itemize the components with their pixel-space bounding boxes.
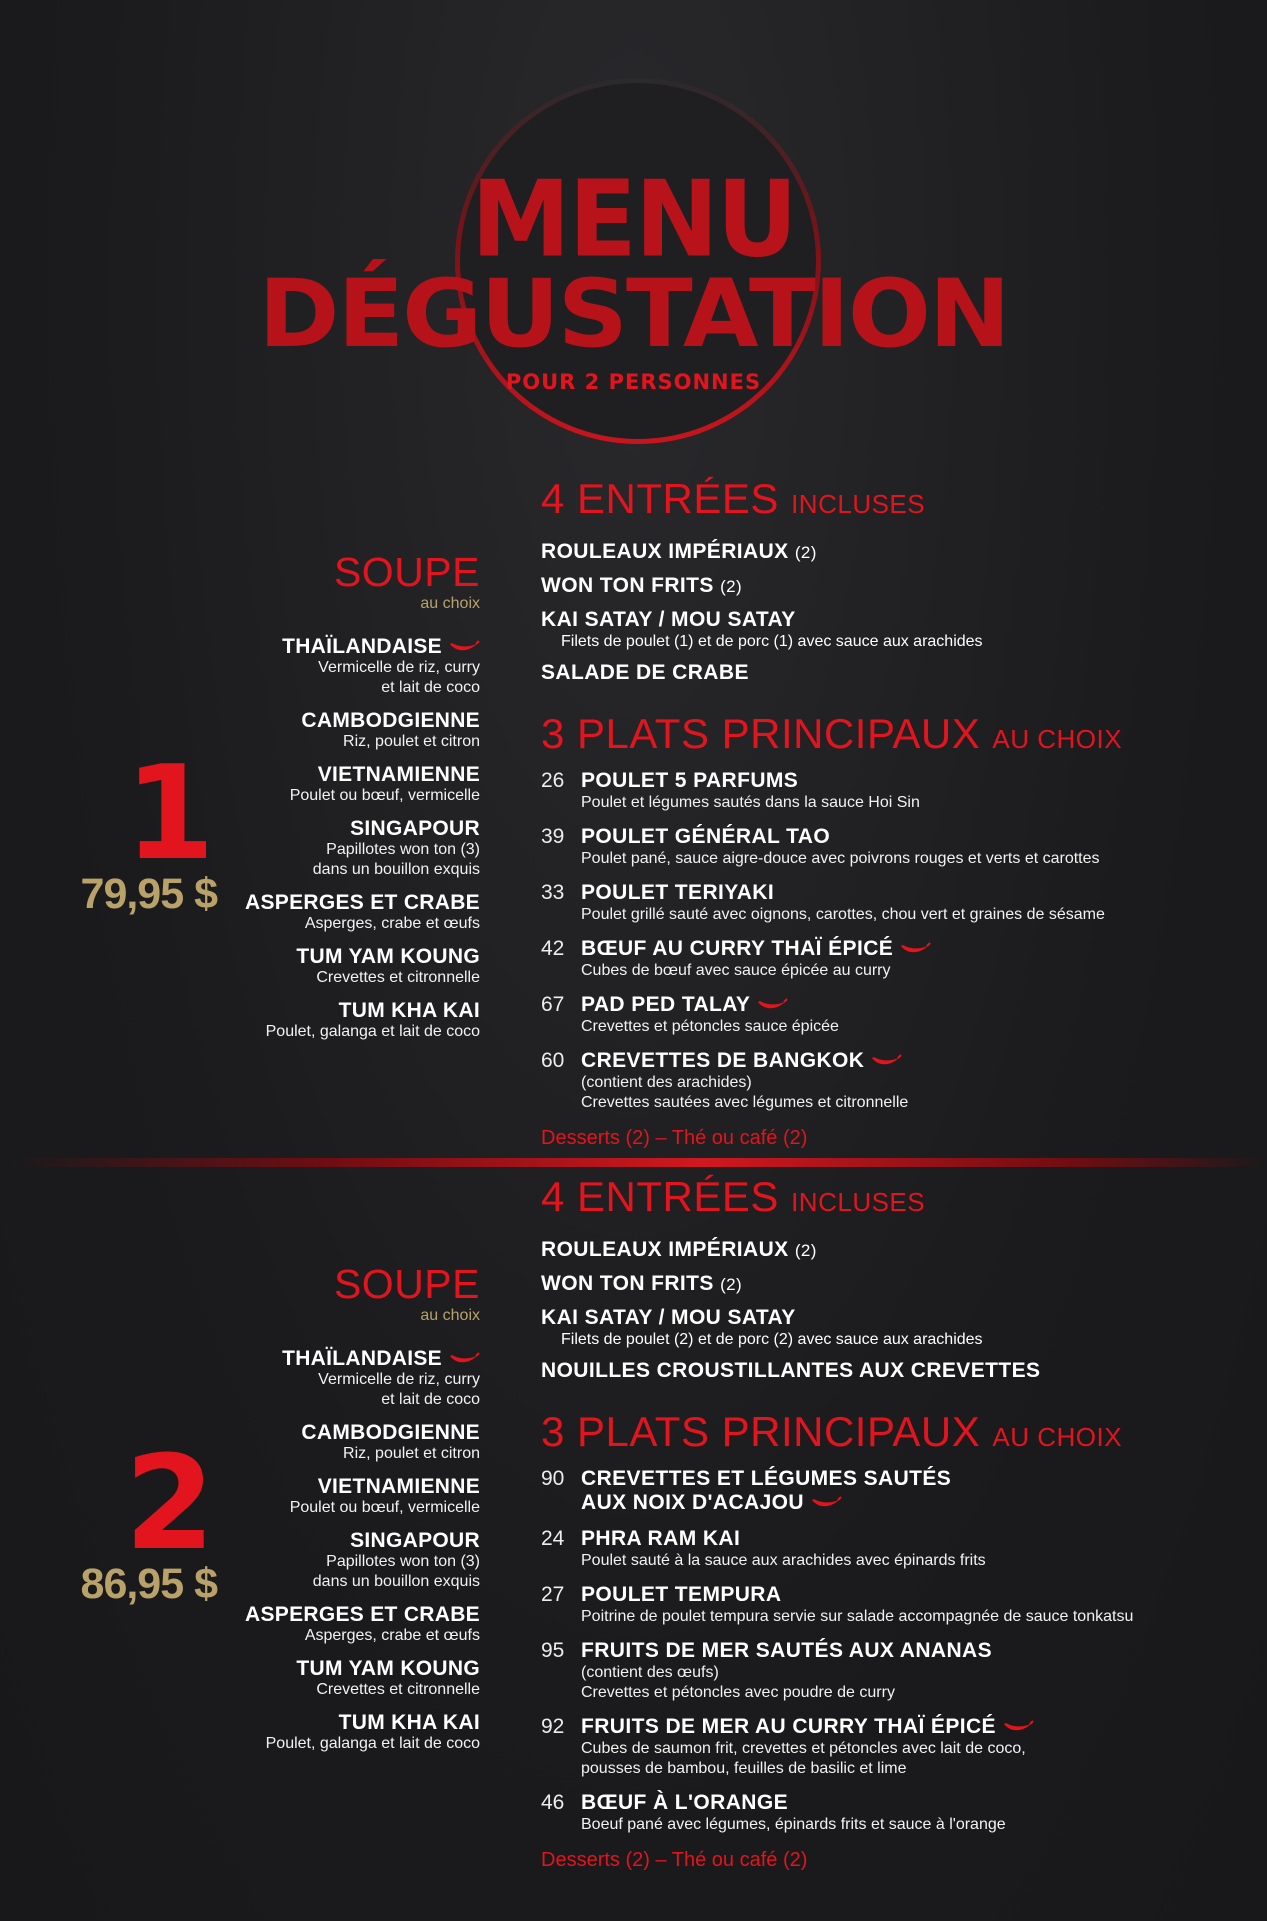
title-degustation: DÉGUSTATION — [258, 260, 1009, 369]
soup-name — [160, 709, 480, 732]
main-course-name-text: CREVETTES DE BANGKOK — [581, 1049, 865, 1072]
starter-item — [541, 540, 1261, 565]
mains-title-small: AU CHOIX — [992, 1422, 1123, 1452]
soup-name — [160, 817, 480, 840]
soup-name — [160, 763, 480, 786]
main-course-item — [541, 1583, 1261, 1627]
soup-description: Poulet ou bœuf, vermicelle — [289, 1499, 480, 1516]
starter-item — [541, 574, 1261, 599]
soup-description: Papillotes won ton (3) dans un bouillon exquis — [312, 841, 480, 878]
main-course-name — [581, 1049, 1261, 1073]
soup-description: Crevettes et citronnelle — [316, 969, 480, 986]
main-course-item — [541, 769, 1261, 813]
starter-name-text: KAI SATAY / MOU SATAY — [541, 608, 796, 631]
soup-item — [160, 891, 480, 934]
soup-description: Poulet, galanga et lait de coco — [265, 1735, 480, 1752]
soup-subtitle: au choix — [420, 1307, 480, 1324]
soup-name-text: TUM YAM KOUNG — [296, 1657, 480, 1680]
chili-pepper-icon — [448, 640, 480, 654]
soup-name — [160, 945, 480, 968]
main-course-name — [581, 993, 1261, 1017]
title-subtitle: POUR 2 PERSONNES — [505, 370, 762, 394]
soup-list — [160, 1347, 480, 1754]
main-course-name — [581, 769, 1261, 793]
soup-description: Poulet ou bœuf, vermicelle — [289, 787, 480, 804]
starter-name — [541, 661, 1261, 685]
main-course-item — [541, 881, 1261, 925]
starters-title: 4 ENTRÉES — [541, 475, 779, 522]
section-divider — [10, 1158, 1267, 1167]
menu-number: 1 — [124, 737, 215, 889]
soup-item — [160, 1529, 480, 1592]
main-course-item — [541, 825, 1261, 869]
main-course-name-text: FRUITS DE MER SAUTÉS AUX ANANAS — [581, 1639, 993, 1662]
main-course-description: Cubes de bœuf avec sauce épicée au curry — [581, 962, 891, 979]
soup-item — [160, 1421, 480, 1464]
main-course-number: 33 — [541, 881, 565, 904]
main-course-name-text: POULET TEMPURA — [581, 1583, 782, 1606]
starter-name-text: WON TON FRITS — [541, 1272, 714, 1295]
main-course-name — [581, 1639, 1261, 1663]
mains-list — [541, 769, 1261, 1113]
soup-column — [160, 1261, 480, 1765]
desserts-note: Desserts (2) – Thé ou café (2) — [541, 1849, 808, 1871]
main-course-name-text: CREVETTES ET LÉGUMES SAUTÉS AUX NOIX D'ACAJOU — [581, 1467, 952, 1514]
soup-name-text: SINGAPOUR — [350, 817, 480, 840]
main-course-name-text: POULET GÉNÉRAL TAO — [581, 825, 831, 848]
main-course-name-text: BŒUF AU CURRY THAÏ ÉPICÉ — [581, 937, 894, 960]
main-course-name — [581, 1791, 1261, 1815]
starter-name-text: ROULEAUX IMPÉRIAUX — [541, 1238, 789, 1261]
soup-item — [160, 1347, 480, 1410]
starter-name-text: WON TON FRITS — [541, 574, 714, 597]
starters-heading — [541, 475, 1261, 522]
main-course-item — [541, 1715, 1261, 1779]
main-course-name-text: PHRA RAM KAI — [581, 1527, 741, 1550]
starter-name — [541, 1306, 1261, 1330]
main-course-name — [581, 881, 1261, 905]
main-course-number: 27 — [541, 1583, 565, 1606]
soup-item — [160, 709, 480, 752]
main-course-description: Poitrine de poulet tempura servie sur salade accompagnée de sauce tonkatsu — [581, 1608, 1134, 1625]
chili-pepper-icon — [448, 1352, 480, 1366]
starter-name — [541, 1272, 1261, 1297]
main-course-item — [541, 1467, 1261, 1515]
soup-name — [160, 1347, 480, 1370]
main-course-name-text: POULET 5 PARFUMS — [581, 769, 799, 792]
soup-description: Riz, poulet et citron — [343, 1445, 480, 1462]
main-course-number: 92 — [541, 1715, 565, 1738]
main-course-number: 60 — [541, 1049, 565, 1072]
soup-name — [160, 999, 480, 1022]
soup-item — [160, 999, 480, 1042]
soup-description: Poulet, galanga et lait de coco — [265, 1023, 480, 1040]
soup-description: Vermicelle de riz, curry et lait de coco — [318, 659, 480, 696]
main-course-item — [541, 937, 1261, 981]
soup-title: SOUPE — [333, 1261, 480, 1307]
starter-item — [541, 1272, 1261, 1297]
mains-heading — [541, 1408, 1261, 1455]
main-course-number: 46 — [541, 1791, 565, 1814]
starters-list — [541, 1238, 1261, 1383]
main-course-number: 39 — [541, 825, 565, 848]
starter-name — [541, 1238, 1261, 1263]
soup-column — [160, 549, 480, 1053]
mains-title: 3 PLATS PRINCIPAUX — [541, 1408, 981, 1455]
starter-name-text: NOUILLES CROUSTILLANTES AUX CREVETTES — [541, 1359, 1041, 1382]
main-course-description: Poulet sauté à la sauce aux arachides avec épinards frits — [581, 1552, 986, 1569]
courses-column — [541, 1173, 1261, 1872]
soup-name — [160, 1421, 480, 1444]
soup-name-text: ASPERGES ET CRABE — [245, 1603, 480, 1626]
soup-description: Vermicelle de riz, curry et lait de coco — [318, 1371, 480, 1408]
mains-title: 3 PLATS PRINCIPAUX — [541, 710, 981, 757]
starter-item — [541, 1359, 1261, 1383]
main-course-item — [541, 1791, 1261, 1835]
mains-heading — [541, 710, 1261, 757]
main-course-name — [581, 1715, 1261, 1739]
starter-name — [541, 1359, 1261, 1383]
soup-item — [160, 763, 480, 806]
soup-name-text: THAÏLANDAISE — [282, 635, 442, 658]
main-course-name-text: FRUITS DE MER AU CURRY THAÏ ÉPICÉ — [581, 1715, 996, 1738]
soup-item — [160, 1475, 480, 1518]
main-course-number: 26 — [541, 769, 565, 792]
menu-number: 2 — [124, 1427, 215, 1579]
main-course-description: (contient des arachides) Crevettes sautées avec légumes et citronnelle — [581, 1074, 909, 1111]
soup-name-text: TUM KHA KAI — [338, 999, 480, 1022]
soup-name-text: TUM YAM KOUNG — [296, 945, 480, 968]
chili-pepper-icon — [899, 942, 931, 956]
menu-header — [0, 0, 1267, 460]
main-course-description: Crevettes et pétoncles sauce épicée — [581, 1018, 839, 1035]
main-course-description: Poulet grillé sauté avec oignons, carottes, chou vert et graines de sésame — [581, 906, 1105, 923]
mains-title-small: AU CHOIX — [992, 724, 1123, 754]
soup-description: Asperges, crabe et œufs — [304, 1627, 480, 1644]
soup-name-text: TUM KHA KAI — [338, 1711, 480, 1734]
soup-list — [160, 635, 480, 1042]
starters-title-small: INCLUSES — [791, 1187, 926, 1217]
starters-title-small: INCLUSES — [791, 489, 926, 519]
soup-name-text: ASPERGES ET CRABE — [245, 891, 480, 914]
main-course-name — [581, 1467, 1261, 1515]
soup-description: Papillotes won ton (3) dans un bouillon exquis — [312, 1553, 480, 1590]
main-course-description: Poulet pané, sauce aigre-douce avec poivrons rouges et verts et carottes — [581, 850, 1100, 867]
starter-name — [541, 608, 1261, 632]
starters-title: 4 ENTRÉES — [541, 1173, 779, 1220]
main-course-name-text: PAD PED TALAY — [581, 993, 751, 1016]
soup-name-text: VIETNAMIENNE — [317, 1475, 480, 1498]
main-course-description: Cubes de saumon frit, crevettes et pétoncles avec lait de coco, pousses de bambou, feuilles de basilic et lime — [581, 1740, 1026, 1777]
main-course-item — [541, 1049, 1261, 1113]
soup-name-text: CAMBODGIENNE — [301, 709, 480, 732]
soup-name — [160, 1603, 480, 1626]
courses-column — [541, 475, 1261, 1150]
starter-description: Filets de poulet (1) et de porc (1) avec sauce aux arachides — [561, 633, 983, 650]
main-course-number: 90 — [541, 1467, 565, 1490]
soup-name — [160, 635, 480, 658]
soup-description: Riz, poulet et citron — [343, 733, 480, 750]
starter-quantity: (2) — [794, 1241, 817, 1260]
soup-name-text: THAÏLANDAISE — [282, 1347, 442, 1370]
chili-pepper-icon — [1002, 1720, 1034, 1734]
soup-name — [160, 1657, 480, 1680]
starter-quantity: (2) — [720, 577, 743, 596]
starter-quantity: (2) — [720, 1275, 743, 1294]
main-course-name-text: BŒUF À L'ORANGE — [581, 1791, 788, 1814]
soup-name — [160, 1711, 480, 1734]
soup-title: SOUPE — [333, 549, 480, 595]
starter-name-text: KAI SATAY / MOU SATAY — [541, 1306, 796, 1329]
menu-section-2 — [0, 1173, 1267, 1921]
soup-name-text: SINGAPOUR — [350, 1529, 480, 1552]
soup-item — [160, 1657, 480, 1700]
desserts-note: Desserts (2) – Thé ou café (2) — [541, 1127, 808, 1149]
main-course-description: Poulet et légumes sautés dans la sauce Hoi Sin — [581, 794, 920, 811]
main-course-description: (contient des œufs) Crevettes et pétoncles avec poudre de curry — [581, 1664, 895, 1701]
main-course-name-text: POULET TERIYAKI — [581, 881, 775, 904]
soup-name — [160, 891, 480, 914]
soup-item — [160, 817, 480, 880]
starter-item — [541, 1238, 1261, 1263]
mains-list — [541, 1467, 1261, 1835]
soup-description: Crevettes et citronnelle — [316, 1681, 480, 1698]
main-course-description: Boeuf pané avec légumes, épinards frits et sauce à l'orange — [581, 1816, 1006, 1833]
chili-pepper-icon — [870, 1054, 902, 1068]
starter-name — [541, 574, 1261, 599]
soup-item — [160, 635, 480, 698]
main-course-number: 95 — [541, 1639, 565, 1662]
starter-name-text: ROULEAUX IMPÉRIAUX — [541, 540, 789, 563]
menu-price: 79,95 $ — [80, 870, 217, 918]
starter-name — [541, 540, 1261, 565]
chili-pepper-icon — [810, 1496, 842, 1510]
main-course-number: 67 — [541, 993, 565, 1016]
starter-quantity: (2) — [794, 543, 817, 562]
main-course-number: 42 — [541, 937, 565, 960]
main-course-name — [581, 825, 1261, 849]
starter-name-text: SALADE DE CRABE — [541, 661, 749, 684]
soup-description: Asperges, crabe et œufs — [304, 915, 480, 932]
main-course-number: 24 — [541, 1527, 565, 1550]
soup-item — [160, 1603, 480, 1646]
soup-name — [160, 1475, 480, 1498]
main-course-item — [541, 1527, 1261, 1571]
soup-item — [160, 945, 480, 988]
soup-name-text: VIETNAMIENNE — [317, 763, 480, 786]
soup-name-text: CAMBODGIENNE — [301, 1421, 480, 1444]
menu-section-1 — [0, 460, 1267, 1150]
main-course-name — [581, 1583, 1261, 1607]
chili-pepper-icon — [756, 998, 788, 1012]
starter-description: Filets de poulet (2) et de porc (2) avec sauce aux arachides — [561, 1331, 983, 1348]
main-course-item — [541, 993, 1261, 1037]
starters-list — [541, 540, 1261, 685]
main-course-name — [581, 937, 1261, 961]
soup-subtitle: au choix — [420, 595, 480, 612]
starter-item — [541, 661, 1261, 685]
starters-heading — [541, 1173, 1261, 1220]
soup-item — [160, 1711, 480, 1754]
main-course-name — [581, 1527, 1261, 1551]
starter-item — [541, 608, 1261, 652]
menu-price: 86,95 $ — [80, 1560, 217, 1608]
title-menu: MENU — [471, 158, 796, 281]
starter-item — [541, 1306, 1261, 1350]
soup-name — [160, 1529, 480, 1552]
main-course-item — [541, 1639, 1261, 1703]
